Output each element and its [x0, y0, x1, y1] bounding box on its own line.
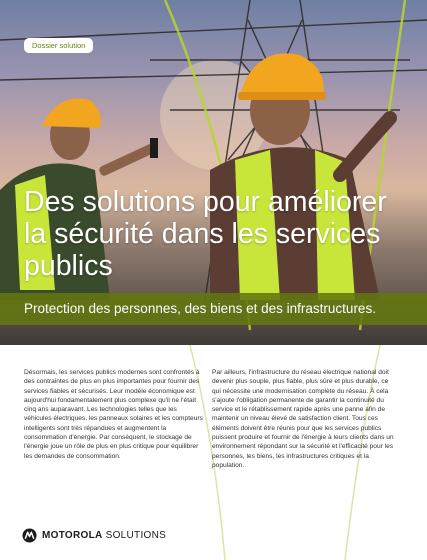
logo-wordmark	[42, 530, 166, 541]
page-subtitle: Protection des personnes, des biens et des infrastructures.	[24, 301, 376, 316]
motorola-solutions-logo	[22, 528, 166, 543]
logo-brand: MOTOROLA	[42, 530, 103, 541]
second-paragraph: Par ailleurs, l'infrastructure du réseau électrique national doit devenir plus souple, plus fiable, plus sûre et plus durable, ce qui nécessite une modernisation complète du réseau. À cela s'ajoute l'obligation permanente de garantir la continuité du service et le rétablissement rapide après une panne afin de maintenir un niveau élevé de satisfaction client. Tous ces éléments doivent être réunis pour que les services publics puissent produire et fournir de l'énergie à leurs clients dans un environnement répondant sur la sécurité et l'efficacité pour les personnes, les biens, les infrastructures critiques et la population.	[212, 369, 394, 469]
motorola-m-icon	[22, 528, 37, 543]
logo-suffix: SOLUTIONS	[102, 530, 167, 541]
page-title: Des solutions pour améliorer la sécurité dans les services publics	[24, 186, 387, 282]
intro-paragraph: Désormais, les services publics modernes sont confrontés à des contraintes de plus en plus importantes pour fournir des services fiables et sécurisés. Leur modèle économique est aujourd'hui fondamentalement plus complexe qu'il ne l'était cinq ans auparavant. Les technologies telles que les véhicules électriques, les panneaux solaires et les compteurs intelligents sont très répandues et augmentent la consommation d'énergie. Par conséquent, le stockage de l'énergie joue un rôle de plus en plus critique pour équilibrer les demandes de consommation.	[24, 369, 203, 460]
document-type-badge: Dossier solution	[24, 38, 93, 53]
